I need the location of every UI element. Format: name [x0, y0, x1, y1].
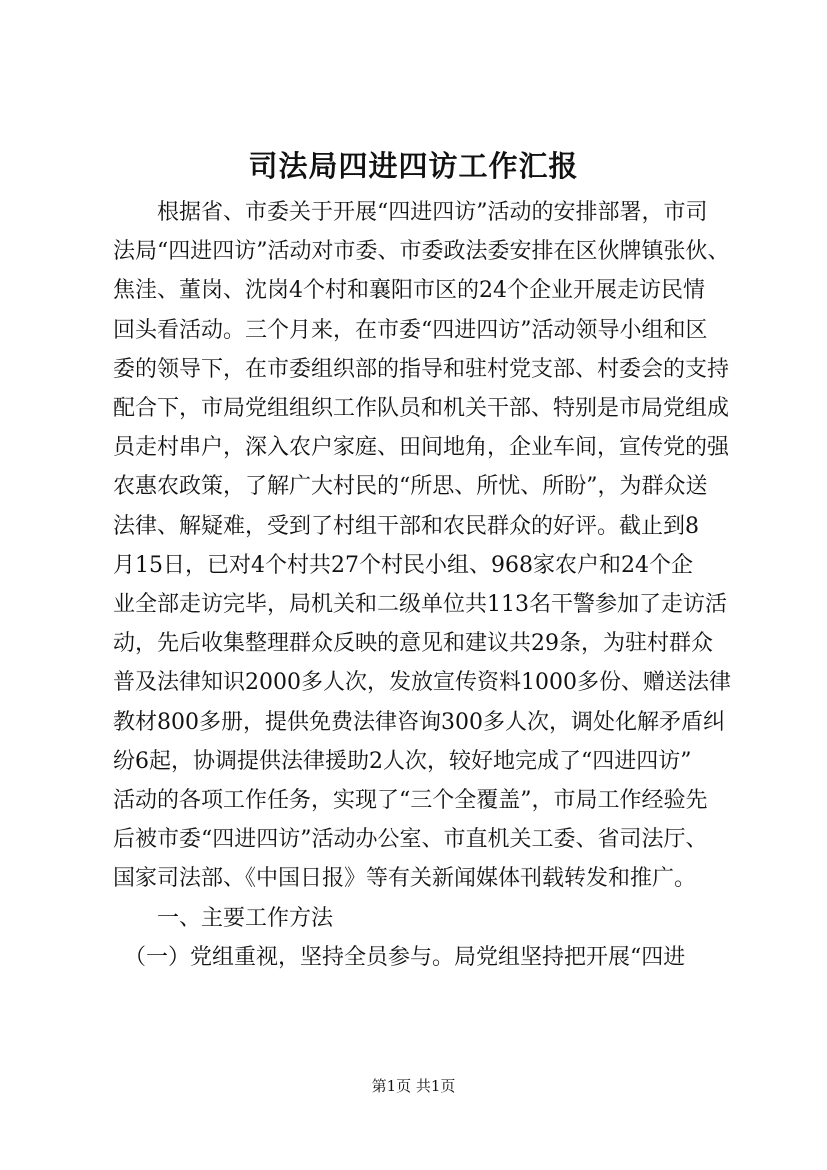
body-line: 法局“四进四访”活动对市委、市委政法委安排在区伙牌镇张伙、 — [113, 239, 730, 264]
body-line: 后被市委“四进四访”活动办公室、市直机关工委、省司法厅、 — [113, 827, 708, 852]
body-line: 业全部走访完毕，局机关和二级单位共113名干警参加了走访活 — [113, 592, 727, 617]
body-line: 农惠农政策，了解广大村民的“所思、所忧、所盼”，为群众送 — [113, 474, 708, 499]
page-footer: 第1页 共1页 — [371, 1077, 456, 1095]
body-line: 焦洼、董岗、沈岗4个村和襄阳市区的24个企业开展走访民情 — [113, 278, 705, 303]
body-line: 月15日，已对4个村共27个村民小组、968家农户和24个企 — [113, 553, 693, 578]
document-title: 司法局四进四访工作汇报 — [248, 149, 579, 183]
body-line: 教材800多册，提供免费法律咨询300多人次，调处化解矛盾纠 — [113, 710, 725, 735]
body-line: 普及法律知识2000多人次，发放宣传资料1000多份、赠送法律 — [113, 670, 731, 695]
body-line: 员走村串户，深入农户家庭、田间地角，企业车间，宣传党的强 — [113, 435, 730, 460]
body-line: 回头看活动。三个月来，在市委“四进四访”活动领导小组和区 — [113, 318, 708, 343]
body-line: 纷6起，协调提供法律援助2人次，较好地完成了“四进四访” — [113, 749, 692, 774]
body-line: 委的领导下，在市委组织部的指导和驻村党支部、村委会的支持 — [113, 357, 730, 382]
body-line: （一）党组重视，坚持全员参与。局党组坚持把开展“四进 — [113, 945, 686, 970]
body-line: 国家司法部、《中国日报》等有关新闻媒体刊载转发和推广。 — [113, 866, 697, 891]
body-line: 动，先后收集整理群众反映的意见和建议共29条，为驻村群众 — [113, 631, 713, 656]
body-line: 法律、解疑难，受到了村组干部和农民群众的好评。截止到8 — [113, 514, 699, 539]
body-line: 根据省、市委关于开展“四进四访”活动的安排部署，市司 — [113, 200, 708, 225]
body-line: 活动的各项工作任务，实现了“三个全覆盖”，市局工作经验先 — [113, 788, 708, 813]
body-line: 配合下，市局党组组织工作队员和机关干部、特别是市局党组成 — [113, 396, 730, 421]
body-line: 一、主要工作方法 — [113, 906, 334, 931]
